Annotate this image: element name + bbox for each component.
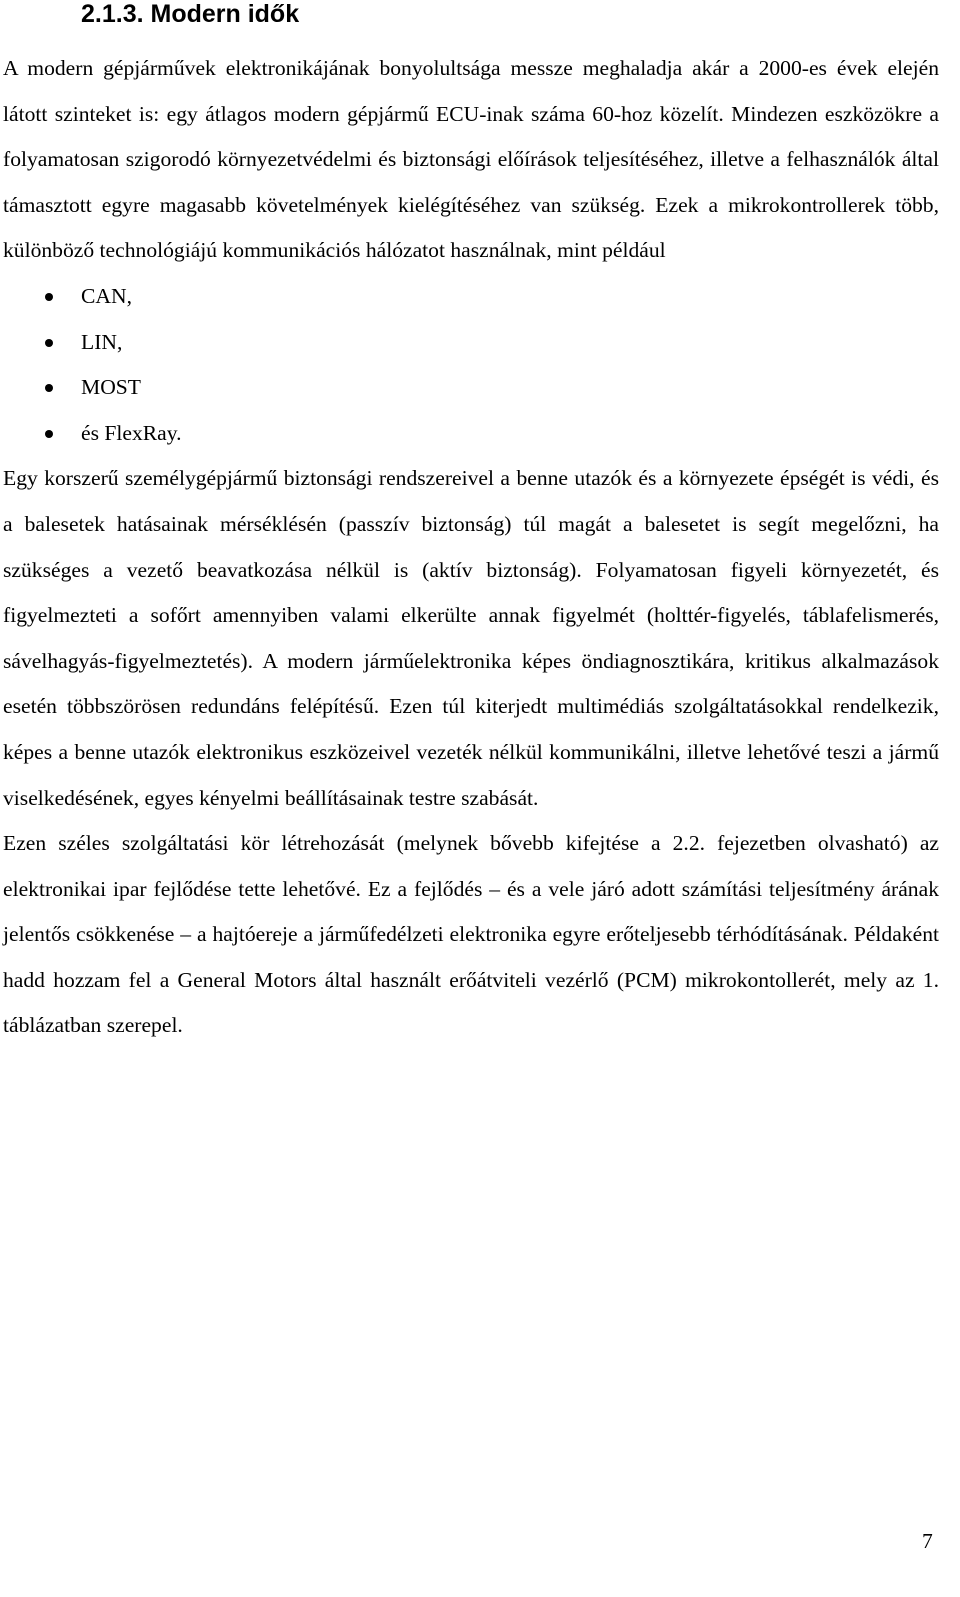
bullet-icon <box>45 339 53 347</box>
list-item-text: CAN, <box>81 283 132 308</box>
bullet-icon <box>45 430 53 438</box>
list-item <box>3 274 939 320</box>
page-number: 7 <box>922 1529 933 1553</box>
paragraph-intro: A modern gépjárművek elektronikájának bonyolultsága messze meghaladja akár a 2000-es évek elején látott szinteket is: egy átlagos modern gépjármű ECU-inak száma 60-hoz közelít. Mindezen eszközökre a folyamatosan szigorodó környezetvédelmi és biztonsági előírások teljesítéséhez, illetve a felhasználók által támasztott egyre magasabb követelmények kielégítéséhez van szükség. Ezek a mikrokontrollerek több, különböző technológiájú kommunikációs hálózatot használnak, mint például <box>3 56 939 263</box>
list-item-text: és FlexRay. <box>81 420 182 445</box>
bullet-icon <box>45 293 53 301</box>
section-heading: 2.1.3. Modern idők <box>81 0 300 28</box>
body-text <box>3 46 939 1049</box>
list-item <box>3 365 939 411</box>
list-item-text: LIN, <box>81 329 123 354</box>
list-item <box>3 320 939 366</box>
list-item <box>3 411 939 457</box>
network-list <box>3 274 939 456</box>
bullet-icon <box>45 384 53 392</box>
paragraph-development: Ezen széles szolgáltatási kör létrehozását (melynek bővebb kifejtése a 2.2. fejezetben olvasható) az elektronikai ipar fejlődése tette lehetővé. Ez a fejlődés – és a vele járó adott számítási teljesítmény árának jelentős csökkenése – a hajtóereje a járműfedélzeti elektronika egyre erőteljesebb térhódításának. Példaként hadd hozzam fel a General Motors által használt erőátviteli vezérlő (PCM) mikrokontollerét, mely az 1. táblázatban szerepel. <box>3 831 939 1038</box>
paragraph-safety: Egy korszerű személygépjármű biztonsági rendszereivel a benne utazók és a környezete épségét is védi, és a balesetek hatásainak mérséklésén (passzív biztonság) túl magát a balesetet is segít megelőzni, ha szükséges a vezető beavatkozása nélkül is (aktív biztonság). Folyamatosan figyeli környezetét, és figyelmezteti a sofőrt amennyiben valami elkerülte annak figyelmét (holttér-figyelés, táblafelismerés, sávelhagyás-figyelmeztetés). A modern járműelektronika képes öndiagnosztikára, kritikus alkalmazások esetén többszörösen redundáns felépítésű. Ezen túl kiterjedt multimédiás szolgáltatásokkal rendelkezik, képes a benne utazók elektronikus eszközeivel vezeték nélkül kommunikálni, illetve lehetővé teszi a jármű viselkedésének, egyes kényelmi beállításainak testre szabását. <box>3 466 939 810</box>
list-item-text: MOST <box>81 375 141 400</box>
